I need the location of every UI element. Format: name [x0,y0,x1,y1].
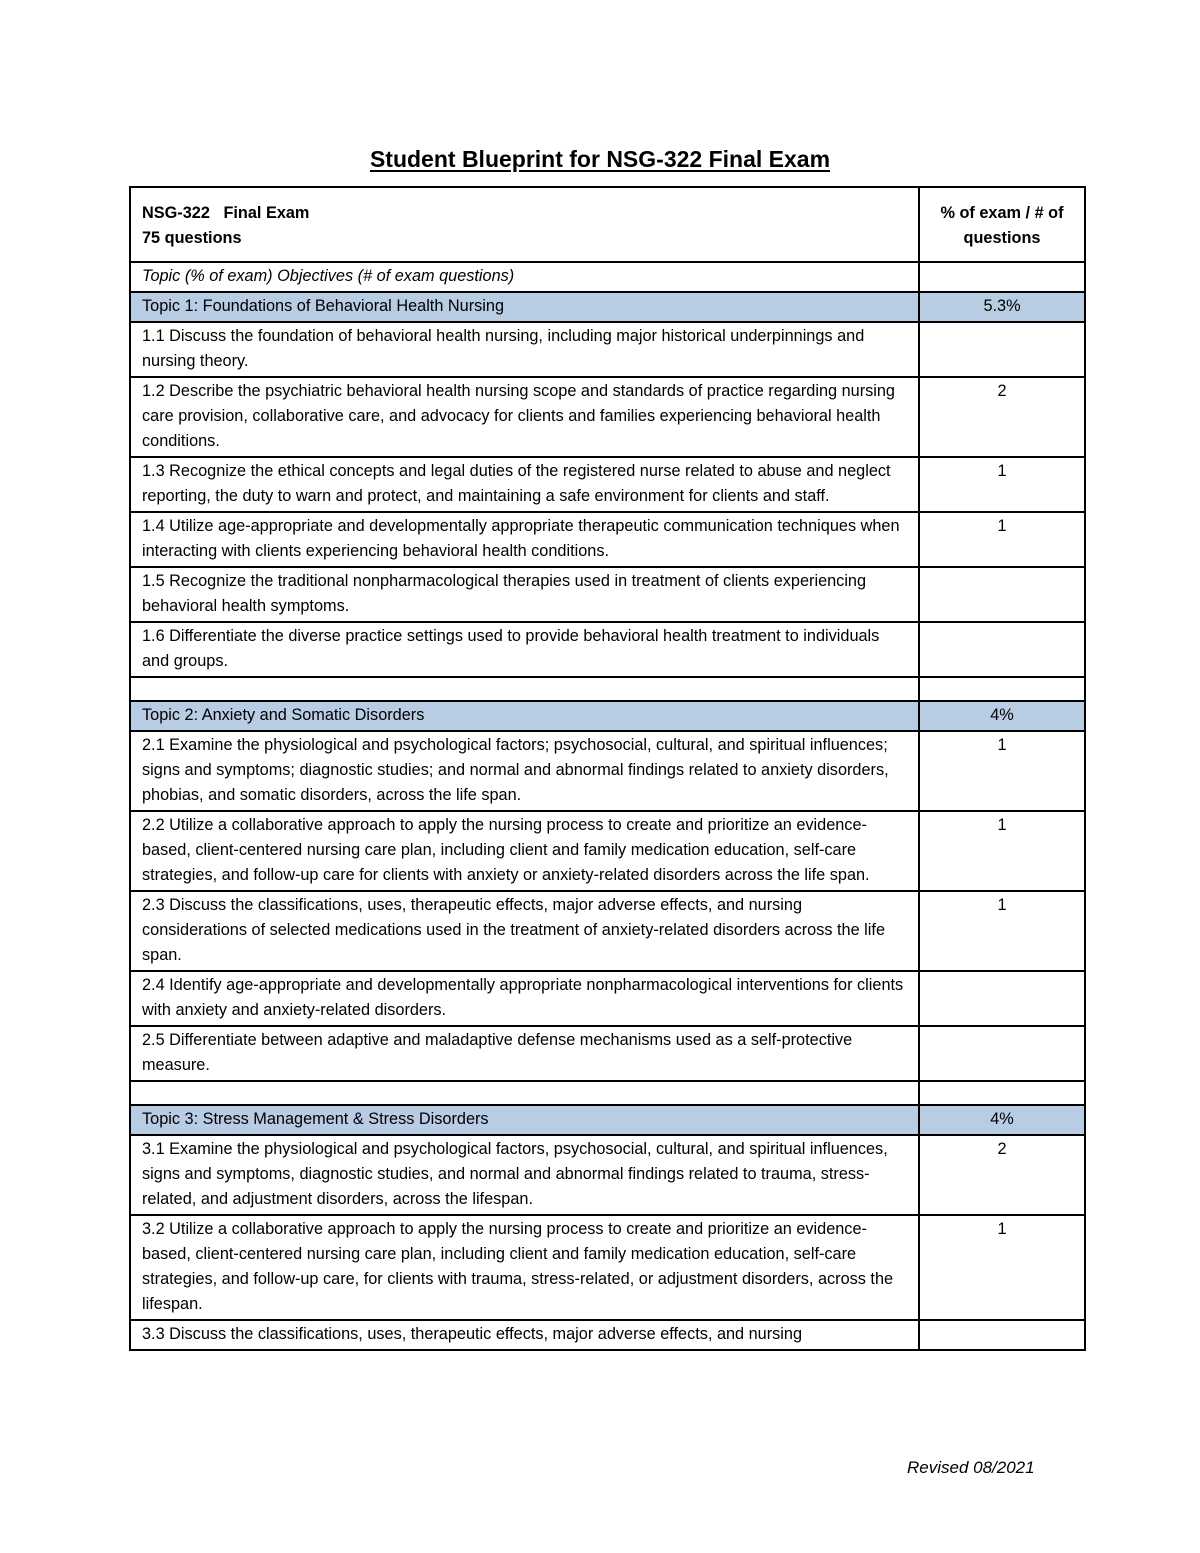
subheader-empty-cell [919,262,1085,292]
objective-row [130,622,1085,677]
objective-count [919,971,1085,1026]
objective-text: 1.1 Discuss the foundation of behavioral health nursing, including major historical underpinnings and nursing theory. [130,322,919,377]
objective-row [130,811,1085,891]
objective-count: 1 [919,512,1085,567]
objective-count: 1 [919,457,1085,512]
table-header-row [130,187,1085,262]
objective-row [130,1215,1085,1320]
objective-count [919,1026,1085,1081]
topic-row-2 [130,701,1085,731]
revision-date: Revised 08/2021 [907,1458,1035,1477]
objective-text: 2.1 Examine the physiological and psychological factors; psychosocial, cultural, and spiritual influences; signs and symptoms; diagnostic studies; and normal and abnormal findings related to anxiety disorders, phobias, and somatic disorders, across the life span. [130,731,919,811]
topic-label: Topic 3: Stress Management & Stress Disorders [130,1105,919,1135]
objective-count: 1 [919,1215,1085,1320]
objective-row [130,1320,1085,1350]
objective-row [130,457,1085,512]
topic-percent: 5.3% [919,292,1085,322]
spacer-cell [130,1081,919,1105]
objective-row [130,567,1085,622]
spacer-cell [919,1081,1085,1105]
topic-label: Topic 1: Foundations of Behavioral Health Nursing [130,292,919,322]
objective-count: 1 [919,811,1085,891]
objective-text: 3.3 Discuss the classifications, uses, therapeutic effects, major adverse effects, and nursing [130,1320,919,1350]
objective-count: 1 [919,731,1085,811]
page-title: Student Blueprint for NSG-322 Final Exam [369,146,831,172]
topic-label: Topic 2: Anxiety and Somatic Disorders [130,701,919,731]
objective-text: 2.2 Utilize a collaborative approach to apply the nursing process to create and prioritize an evidence-based, client-centered nursing care plan, including client and family medication education, self-care strategies, and follow-up care for clients with anxiety or anxiety-related disorders across the life span. [130,811,919,891]
objective-count [919,622,1085,677]
objective-text: 3.1 Examine the physiological and psychological factors, psychosocial, cultural, and spiritual influences, signs and symptoms, diagnostic studies, and normal and abnormal findings related to trauma, stress-related, and adjustment disorders, across the lifespan. [130,1135,919,1215]
objective-count [919,567,1085,622]
objective-text: 2.5 Differentiate between adaptive and maladaptive defense mechanisms used as a self-protective measure. [130,1026,919,1081]
objective-text: 1.6 Differentiate the diverse practice settings used to provide behavioral health treatment to individuals and groups. [130,622,919,677]
objective-row [130,1135,1085,1215]
blueprint-table [129,186,1086,1351]
objective-text: 2.3 Discuss the classifications, uses, therapeutic effects, major adverse effects, and nursing considerations of selected medications used in the treatment of anxiety-related disorders across the life span. [130,891,919,971]
topic-row-3 [130,1105,1085,1135]
topic-percent: 4% [919,1105,1085,1135]
objective-text: 2.4 Identify age-appropriate and developmentally appropriate nonpharmacological interventions for clients with anxiety and anxiety-related disorders. [130,971,919,1026]
objective-text: 1.2 Describe the psychiatric behavioral health nursing scope and standards of practice regarding nursing care provision, collaborative care, and advocacy for clients and families experiencing behavioral health conditions. [130,377,919,457]
objective-count: 2 [919,377,1085,457]
exam-info-cell [130,187,919,262]
objective-row [130,322,1085,377]
objective-count: 2 [919,1135,1085,1215]
objective-count: 1 [919,891,1085,971]
objective-row [130,1026,1085,1081]
topic-row-1 [130,292,1085,322]
table-subheader-row [130,262,1085,292]
question-total: 75 questions [142,229,242,247]
spacer-cell [130,677,919,701]
objective-count [919,322,1085,377]
spacer-row [130,1081,1085,1105]
objective-row [130,731,1085,811]
exam-name: NSG-322 Final Exam [142,204,310,222]
objective-text: 1.4 Utilize age-appropriate and developmentally appropriate therapeutic communication techniques when interacting with clients experiencing behavioral health conditions. [130,512,919,567]
subheader-label: Topic (% of exam) Objectives (# of exam questions) [130,262,919,292]
objective-count [919,1320,1085,1350]
percent-column-header: % of exam / # of questions [919,187,1085,262]
spacer-row [130,677,1085,701]
spacer-cell [919,677,1085,701]
objective-text: 3.2 Utilize a collaborative approach to apply the nursing process to create and prioritize an evidence-based, client-centered nursing care plan, including client and family medication education, self-care strategies, and follow-up care, for clients with trauma, stress-related, or adjustment disorders, across the lifespan. [130,1215,919,1320]
objective-row [130,891,1085,971]
topic-percent: 4% [919,701,1085,731]
objective-text: 1.3 Recognize the ethical concepts and legal duties of the registered nurse related to abuse and neglect reporting, the duty to warn and protect, and maintaining a safe environment for clients and staff. [130,457,919,512]
objective-row [130,512,1085,567]
objective-text: 1.5 Recognize the traditional nonpharmacological therapies used in treatment of clients experiencing behavioral health symptoms. [130,567,919,622]
objective-row [130,971,1085,1026]
objective-row [130,377,1085,457]
